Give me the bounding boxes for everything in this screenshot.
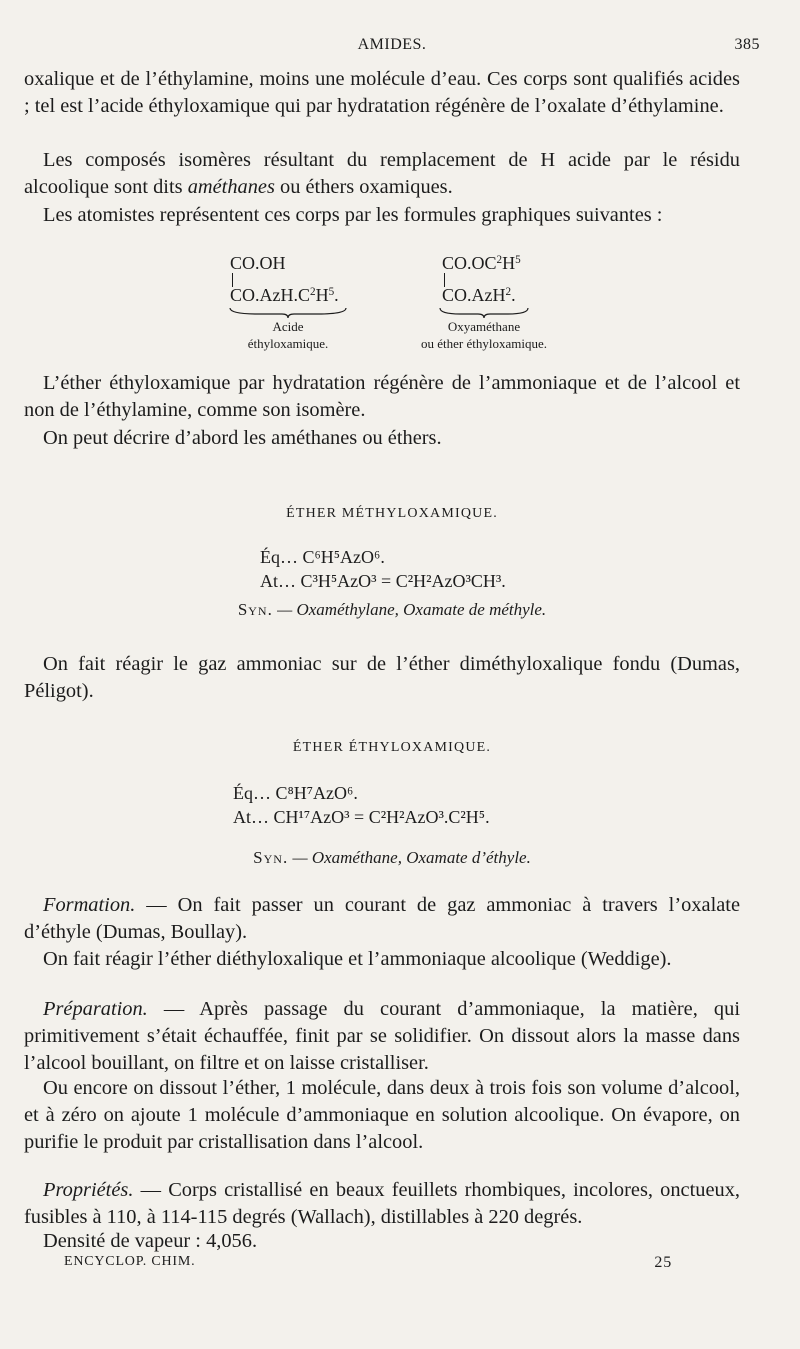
formula-label: At… xyxy=(233,807,274,827)
emphasis-amethanes: améthanes xyxy=(187,176,275,198)
formula-sup: 2 xyxy=(496,253,503,266)
paragraph-proprietes xyxy=(24,1177,740,1231)
formula-at-ethyl xyxy=(233,805,490,829)
label-formation: Formation. xyxy=(43,894,136,916)
formula-part: CO.OC xyxy=(442,253,497,273)
formula-sup: 5 xyxy=(328,285,335,298)
caption-line: Oxyaméthane xyxy=(447,319,521,334)
formula-oxyamethane-top xyxy=(442,252,521,274)
formula-sup: 5 xyxy=(515,253,521,266)
caption-oxyamethane xyxy=(394,318,574,352)
caption-line: éthyloxamique. xyxy=(247,336,329,351)
formula-value: C⁸H⁷AzO⁶. xyxy=(275,783,358,803)
formula-value: CH¹⁷AzO³ = C²H²AzO³.C²H⁵. xyxy=(273,807,490,827)
text-span: ou éthers oxamiques. xyxy=(274,176,453,198)
label-preparation: Préparation. xyxy=(43,998,148,1020)
formula-value: C⁶H⁵AzO⁶. xyxy=(302,547,385,567)
paragraph-decrire: On peut décrire d’abord les améthanes ou éthers. xyxy=(43,427,442,449)
paragraph-densite: Densité de vapeur : 4,056. xyxy=(43,1230,258,1252)
paragraph-continuation: oxalique et de l’éthylamine, moins une molécule d’eau. Ces corps sont qualifiés acides ; tel est l’acide éthyloxamique qui par hydratation régénère de l’oxalate d’éthylamine. xyxy=(24,68,740,117)
footer-signature: ENCYCLOP. CHIM. xyxy=(64,1254,196,1269)
formula-eq-ethyl xyxy=(233,781,358,805)
section-heading-methyloxamique: ÉTHER MÉTHYLOXAMIQUE. xyxy=(286,506,498,521)
syn-text: — Oxaméthane, Oxamate d’éthyle. xyxy=(288,848,531,867)
syn-text: — Oxaméthylane, Oxamate de méthyle. xyxy=(272,600,547,619)
paragraph-hydratation: L’éther éthyloxamique par hydratation régénère de l’ammoniaque et de l’alcool et non de l’éthylamine, comme son isomère. xyxy=(24,372,740,421)
paragraph-isomeres xyxy=(24,147,740,201)
section-heading-ethyloxamique: ÉTHER ÉTHYLOXAMIQUE. xyxy=(292,740,492,755)
formula-sup: 2 xyxy=(310,285,316,298)
formula-part: . xyxy=(511,285,516,305)
caption-line: ou éther éthyloxamique. xyxy=(421,336,547,351)
brace-left xyxy=(228,306,348,318)
footer-sheet-number: 25 xyxy=(654,1254,672,1271)
brace-right xyxy=(438,306,530,318)
syn-label: Syn. xyxy=(253,848,289,867)
paragraph-methyl-prep: On fait réagir le gaz ammoniac sur de l’éther diméthyloxalique fondu (Dumas, Péligot). xyxy=(24,653,740,702)
text-span: — On fait passer un courant de gaz ammoniac à travers l’oxalate d’éthyle (Dumas, Boullay). xyxy=(24,894,740,943)
text-span: Les composés isomères résultant du remplacement de H acide par le résidu alcoolique sont dits xyxy=(24,149,740,198)
formula-label: Éq… xyxy=(260,547,303,567)
paragraph-weddige: On fait réagir l’éther diéthyloxalique et l’ammoniaque alcoolique (Weddige). xyxy=(43,948,672,970)
formula-part: CO.AzH xyxy=(442,285,506,305)
paragraph-preparation xyxy=(24,996,740,1077)
formula-part: H xyxy=(315,285,329,305)
paragraph-formation xyxy=(24,892,740,946)
caption-line: Acide xyxy=(272,319,304,334)
formula-value: C³H⁵AzO³ = C²H²AzO³CH³. xyxy=(300,571,506,591)
formula-part: H xyxy=(502,253,516,273)
syn-label: Syn. xyxy=(237,600,273,619)
formula-acide-bottom xyxy=(230,284,339,306)
formula-label: Éq… xyxy=(233,783,276,803)
formula-eq-methyl xyxy=(260,545,385,569)
formula-part: CO.AzH.C xyxy=(230,285,310,305)
formula-oxyamethane-bottom xyxy=(442,284,516,306)
text-span: — Corps cristallisé en beaux feuillets rhombiques, incolores, onctueux, fusibles à 110, à 114-115 degrés (Wallach), distillables à 220 degrés. xyxy=(24,1179,740,1228)
page-header xyxy=(24,36,760,62)
paragraph-ou-encore: Ou encore on dissout l’éther, 1 molécule, dans deux à trois fois son volume d’alcool, et à zéro on ajoute 1 molécule d’ammoniaque en solution alcoolique. On évapore, on purifie le produit par cristallisation dans l’alcool. xyxy=(24,1077,740,1153)
formula-sup: 2 xyxy=(505,285,512,298)
synonyms-ethyl xyxy=(24,848,760,868)
paragraph-atomistes: Les atomistes représentent ces corps par les formules graphiques suivantes : xyxy=(43,204,663,226)
formula-at-methyl xyxy=(260,569,506,593)
formula-acide-top: CO.OH xyxy=(230,253,286,273)
synonyms-methyl xyxy=(24,600,760,620)
formula-part: . xyxy=(334,285,339,305)
label-proprietes: Propriétés. xyxy=(43,1179,134,1201)
caption-acide xyxy=(198,318,378,352)
running-title: AMIDES. xyxy=(357,36,427,53)
text-span: — Après passage du courant d’ammoniaque, la matière, qui primitivement s’était échauffée, finit par se solidifier. On dissout alors la masse dans l’alcool bouillant, on filtre et on laisse cristalliser. xyxy=(24,998,740,1074)
formula-label: At… xyxy=(260,571,301,591)
page-number: 385 xyxy=(734,36,760,53)
